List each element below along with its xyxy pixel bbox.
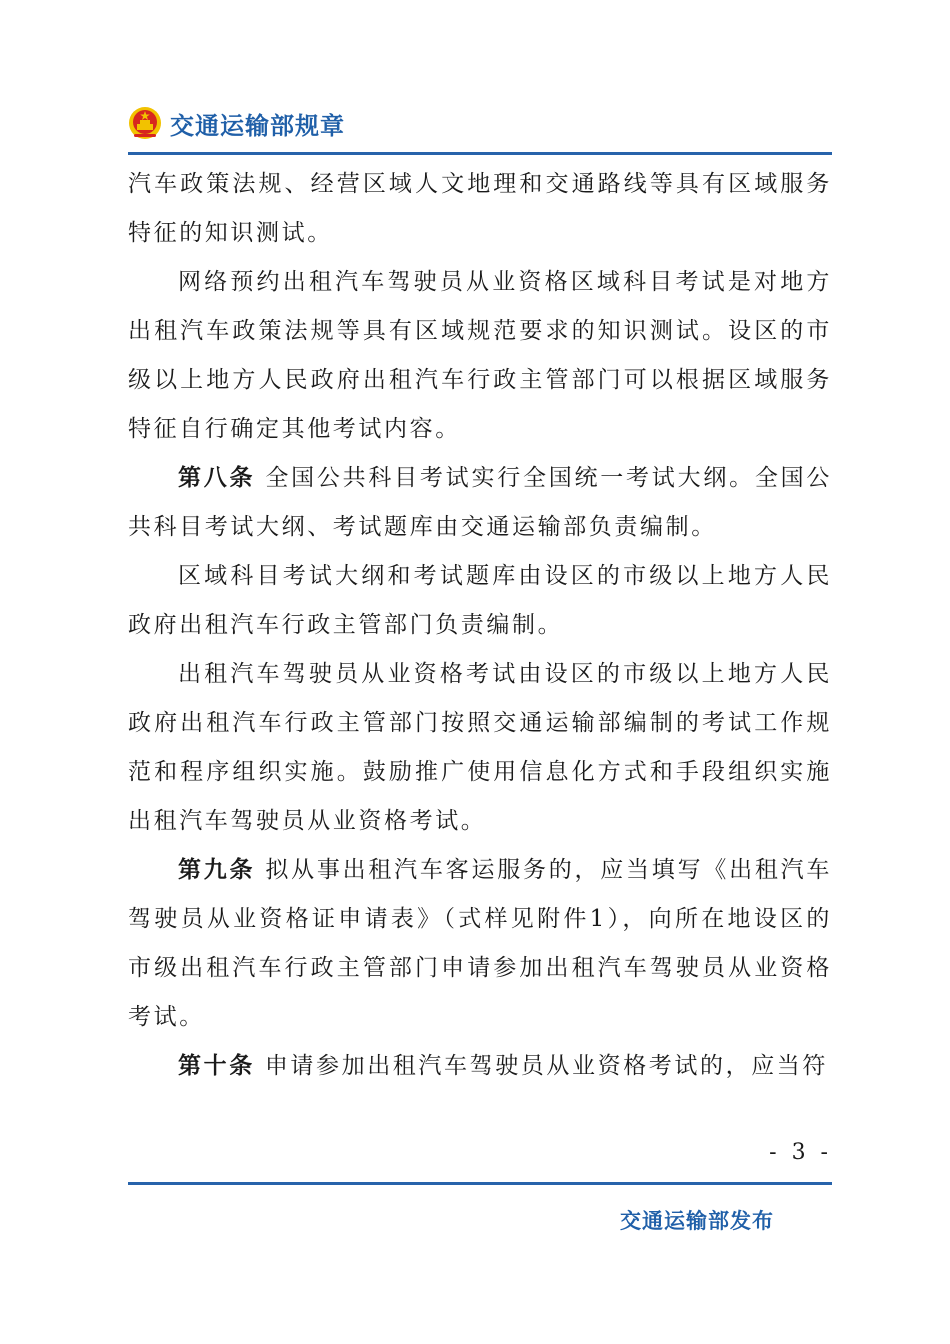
paragraph: 汽车政策法规、经营区域人文地理和交通路线等具有区域服务特征的知识测试。 bbox=[128, 171, 832, 246]
article-number: 第十条 bbox=[178, 1053, 255, 1079]
paragraph: 区域科目考试大纲和考试题库由设区的市级以上地方人民政府出租汽车行政主管部门负责编制。 bbox=[128, 563, 832, 638]
header-title: 交通运输部规章 bbox=[170, 111, 345, 140]
article-paragraph: 第九条 拟从事出租汽车客运服务的，应当填写《出租汽车驾驶员从业资格证申请表》（式样见附件1），向所在地设区的市级出租汽车行政主管部门申请参加出租汽车驾驶员从业资格考试。 bbox=[128, 857, 832, 1030]
footer-title: 交通运输部发布 bbox=[620, 1209, 774, 1233]
footer-divider bbox=[128, 1182, 832, 1185]
paragraph: 网络预约出租汽车驾驶员从业资格区域科目考试是对地方出租汽车政策法规等具有区域规范要求的知识测试。设区的市级以上地方人民政府出租汽车行政主管部门可以根据区域服务特征自行确定其他考试内容。 bbox=[128, 269, 832, 442]
article-paragraph: 第八条 全国公共科目考试实行全国统一考试大纲。全国公共科目考试大纲、考试题库由交通运输部负责编制。 bbox=[128, 465, 832, 540]
article-number: 第八条 bbox=[178, 465, 256, 491]
page-header bbox=[128, 100, 345, 146]
national-emblem-icon bbox=[128, 106, 162, 140]
article-paragraph: 第十条 申请参加出租汽车驾驶员从业资格考试的，应当符 bbox=[178, 1053, 829, 1079]
page-number: - 3 - bbox=[769, 1140, 832, 1165]
document-body bbox=[128, 160, 832, 1091]
paragraph: 出租汽车驾驶员从业资格考试由设区的市级以上地方人民政府出租汽车行政主管部门按照交通运输部编制的考试工作规范和程序组织实施。鼓励推广使用信息化方式和手段组织实施出租汽车驾驶员从业资格考试。 bbox=[128, 661, 832, 834]
article-number: 第九条 bbox=[178, 857, 256, 883]
header-divider bbox=[128, 152, 832, 155]
